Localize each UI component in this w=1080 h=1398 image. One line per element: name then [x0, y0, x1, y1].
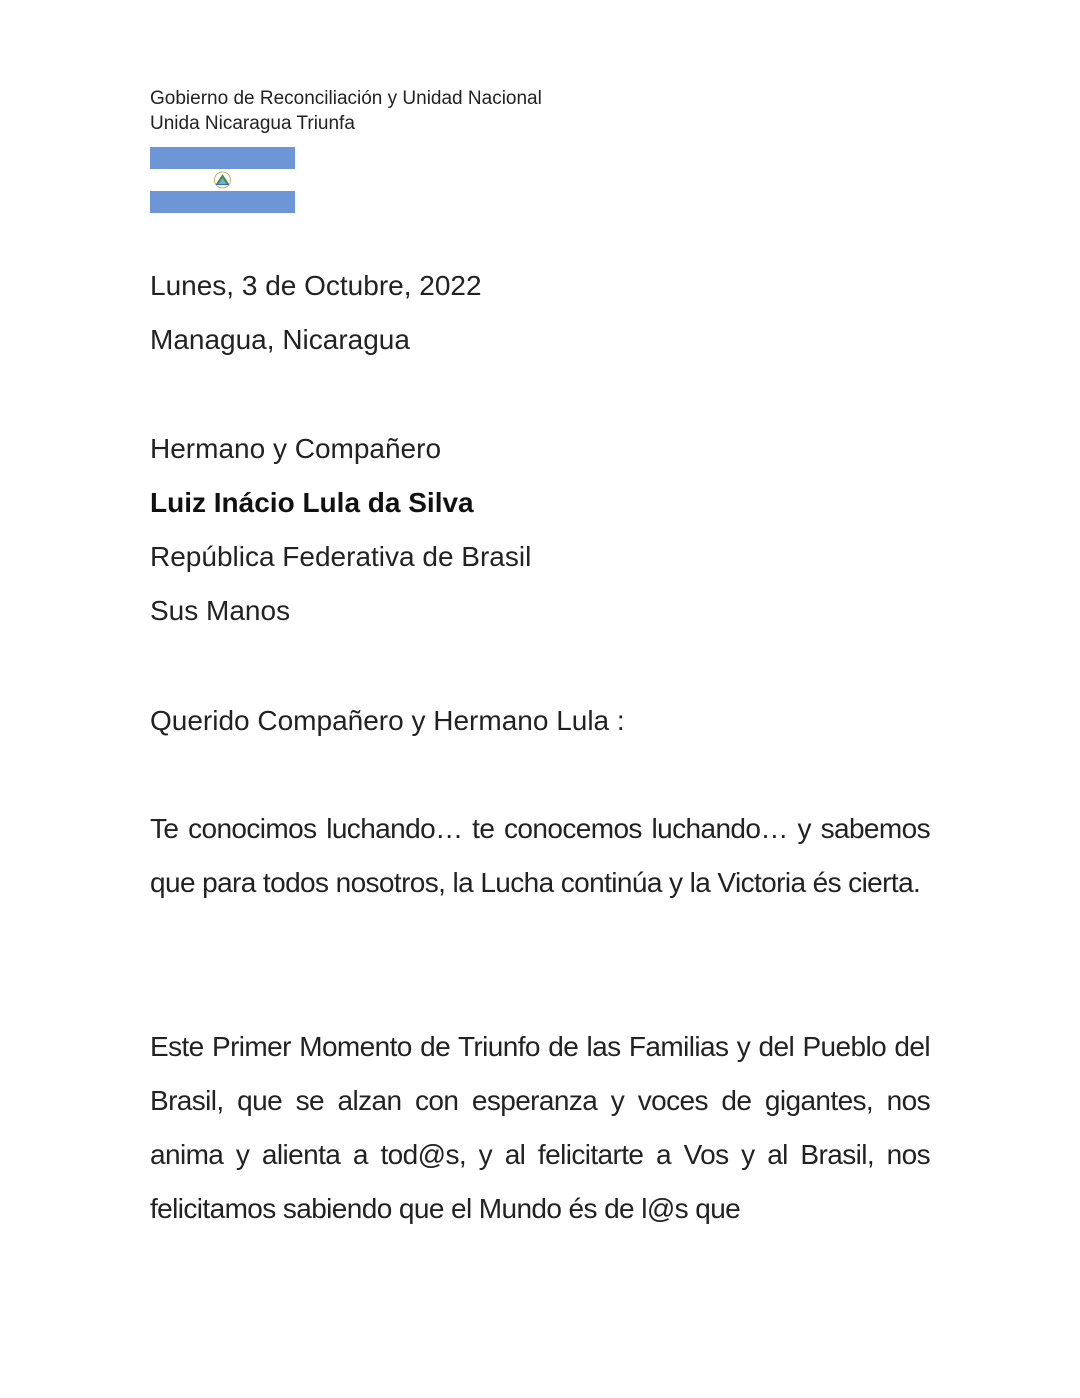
letterhead-slogan: Unida Nicaragua Triunfa	[150, 113, 355, 134]
recipient-delivery: Sus Manos	[150, 595, 291, 626]
nicaragua-flag-icon	[150, 147, 295, 213]
recipient-title: Hermano y Compañero	[150, 433, 442, 464]
body-paragraph-2: Este Primer Momento de Triunfo de las Familias y del Pueblo del Brasil, que se alzan con esperanza y voces de gigantes, nos anima y alienta a tod@s, y al felicitarte a Vos y al Brasil, nos felicitamos sabiendo que el Mundo és de l@s que	[150, 1031, 930, 1224]
letter-place: Managua, Nicaragua	[150, 324, 410, 355]
letter-date: Lunes, 3 de Octubre, 2022	[150, 270, 482, 301]
letterhead	[150, 86, 542, 136]
recipient-block	[150, 422, 531, 638]
greeting: Querido Compañero y Hermano Lula :	[150, 705, 625, 736]
body-paragraph-1: Te conocimos luchando… te conocemos luchando… y sabemos que para todos nosotros, la Lucha continúa y la Victoria és cierta.	[150, 813, 930, 898]
recipient-name: Luiz Inácio Lula da Silva	[150, 487, 474, 518]
recipient-country: República Federativa de Brasil	[150, 541, 532, 572]
dateline	[150, 259, 482, 367]
letterhead-government: Gobierno de Reconciliación y Unidad Nacional	[150, 88, 542, 109]
